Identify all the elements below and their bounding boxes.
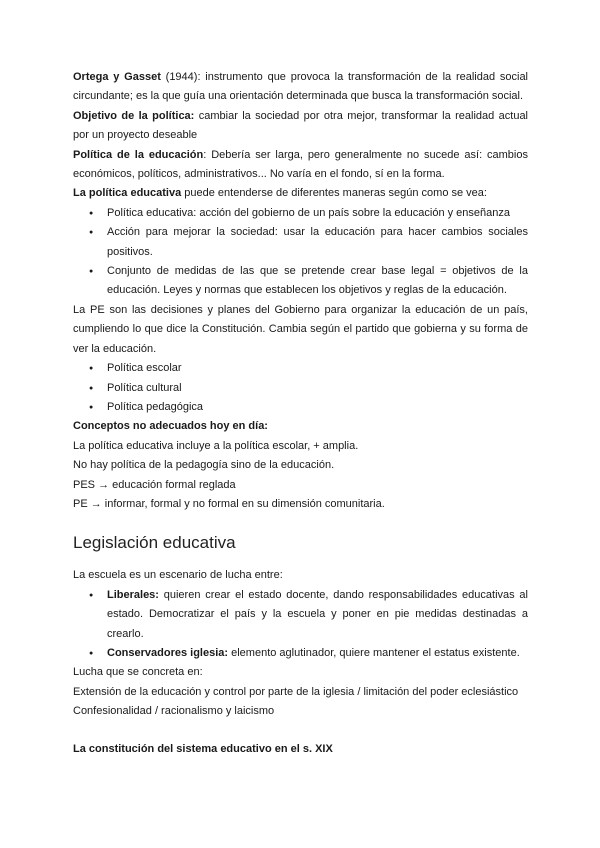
spacer (73, 722, 528, 740)
list-definitions (73, 204, 528, 301)
list-item: ● Conservadores iglesia: elemento aglutinador, quiere mantener el estatus existente. (73, 644, 528, 663)
paragraph-conceptos: Conceptos no adecuados hoy en día: (73, 420, 268, 433)
paragraph-line: Lucha que se concreta en: (73, 666, 203, 679)
list-item: ● Liberales: quieren crear el estado docente, dando responsabilidades educativas al estado. Democratizar el país y la escuela y poner en pie medidas destinadas a crearlo. (73, 586, 528, 644)
paragraph-politica-educacion: Política de la educación: Debería ser larga, pero generalmente no sucede así: cambios económicos, políticos, administrativos... No varía en el fondo, sí en la forma. (73, 148, 528, 181)
list-item: ● Política pedagógica (73, 398, 528, 417)
paragraph-objetivo: Objetivo de la política: cambiar la sociedad por otra mejor, transformar la realidad actual por un proyecto deseable (73, 109, 528, 142)
list-factions (73, 586, 528, 664)
paragraph-escuela: La escuela es un escenario de lucha entre: (73, 569, 283, 582)
paragraph-line: PES → educación formal reglada (73, 478, 236, 491)
paragraph-politica-educativa: La política educativa puede entenderse de diferentes maneras según como se vea: (73, 187, 487, 200)
section-heading: Legislación educativa (73, 533, 236, 553)
list-item: ● Política cultural (73, 379, 528, 398)
paragraph-line: Extensión de la educación y control por parte de la iglesia / limitación del poder eclesiástico (73, 685, 519, 698)
document-page (73, 68, 528, 759)
subheading-constitucion: La constitución del sistema educativo en el s. XIX (73, 742, 333, 755)
paragraph-line: No hay política de la pedagogía sino de la educación. (73, 459, 335, 472)
paragraph-ortega: Ortega y Gasset (1944): instrumento que provoca la transformación de la realidad social circundante; es la que guía una orientación determinada que busca la transformación social. (73, 71, 528, 103)
list-item: ● Conjunto de medidas de las que se pretende crear base legal = objetivos de la educación. Leyes y normas que establecen los objetivos y reglas de la educación. (73, 262, 528, 301)
paragraph-line: PE → informar, formal y no formal en su dimensión comunitaria. (73, 497, 385, 510)
list-item: ● Acción para mejorar la sociedad: usar la educación para hacer cambios sociales positivos. (73, 223, 528, 262)
paragraph-line: Confesionalidad / racionalismo y laicismo (73, 705, 275, 718)
paragraph-line: La política educativa incluye a la política escolar, + amplia. (73, 439, 359, 452)
list-item: ● Política educativa: acción del gobierno de un país sobre la educación y enseñanza (73, 204, 528, 223)
list-item: ● Política escolar (73, 359, 528, 378)
paragraph-pe: La PE son las decisiones y planes del Gobierno para organizar la educación de un país, cumpliendo lo que dice la Constitución. Cambia según el partido que gobierna y su forma de ver la educación. (73, 303, 528, 355)
list-types (73, 359, 528, 417)
